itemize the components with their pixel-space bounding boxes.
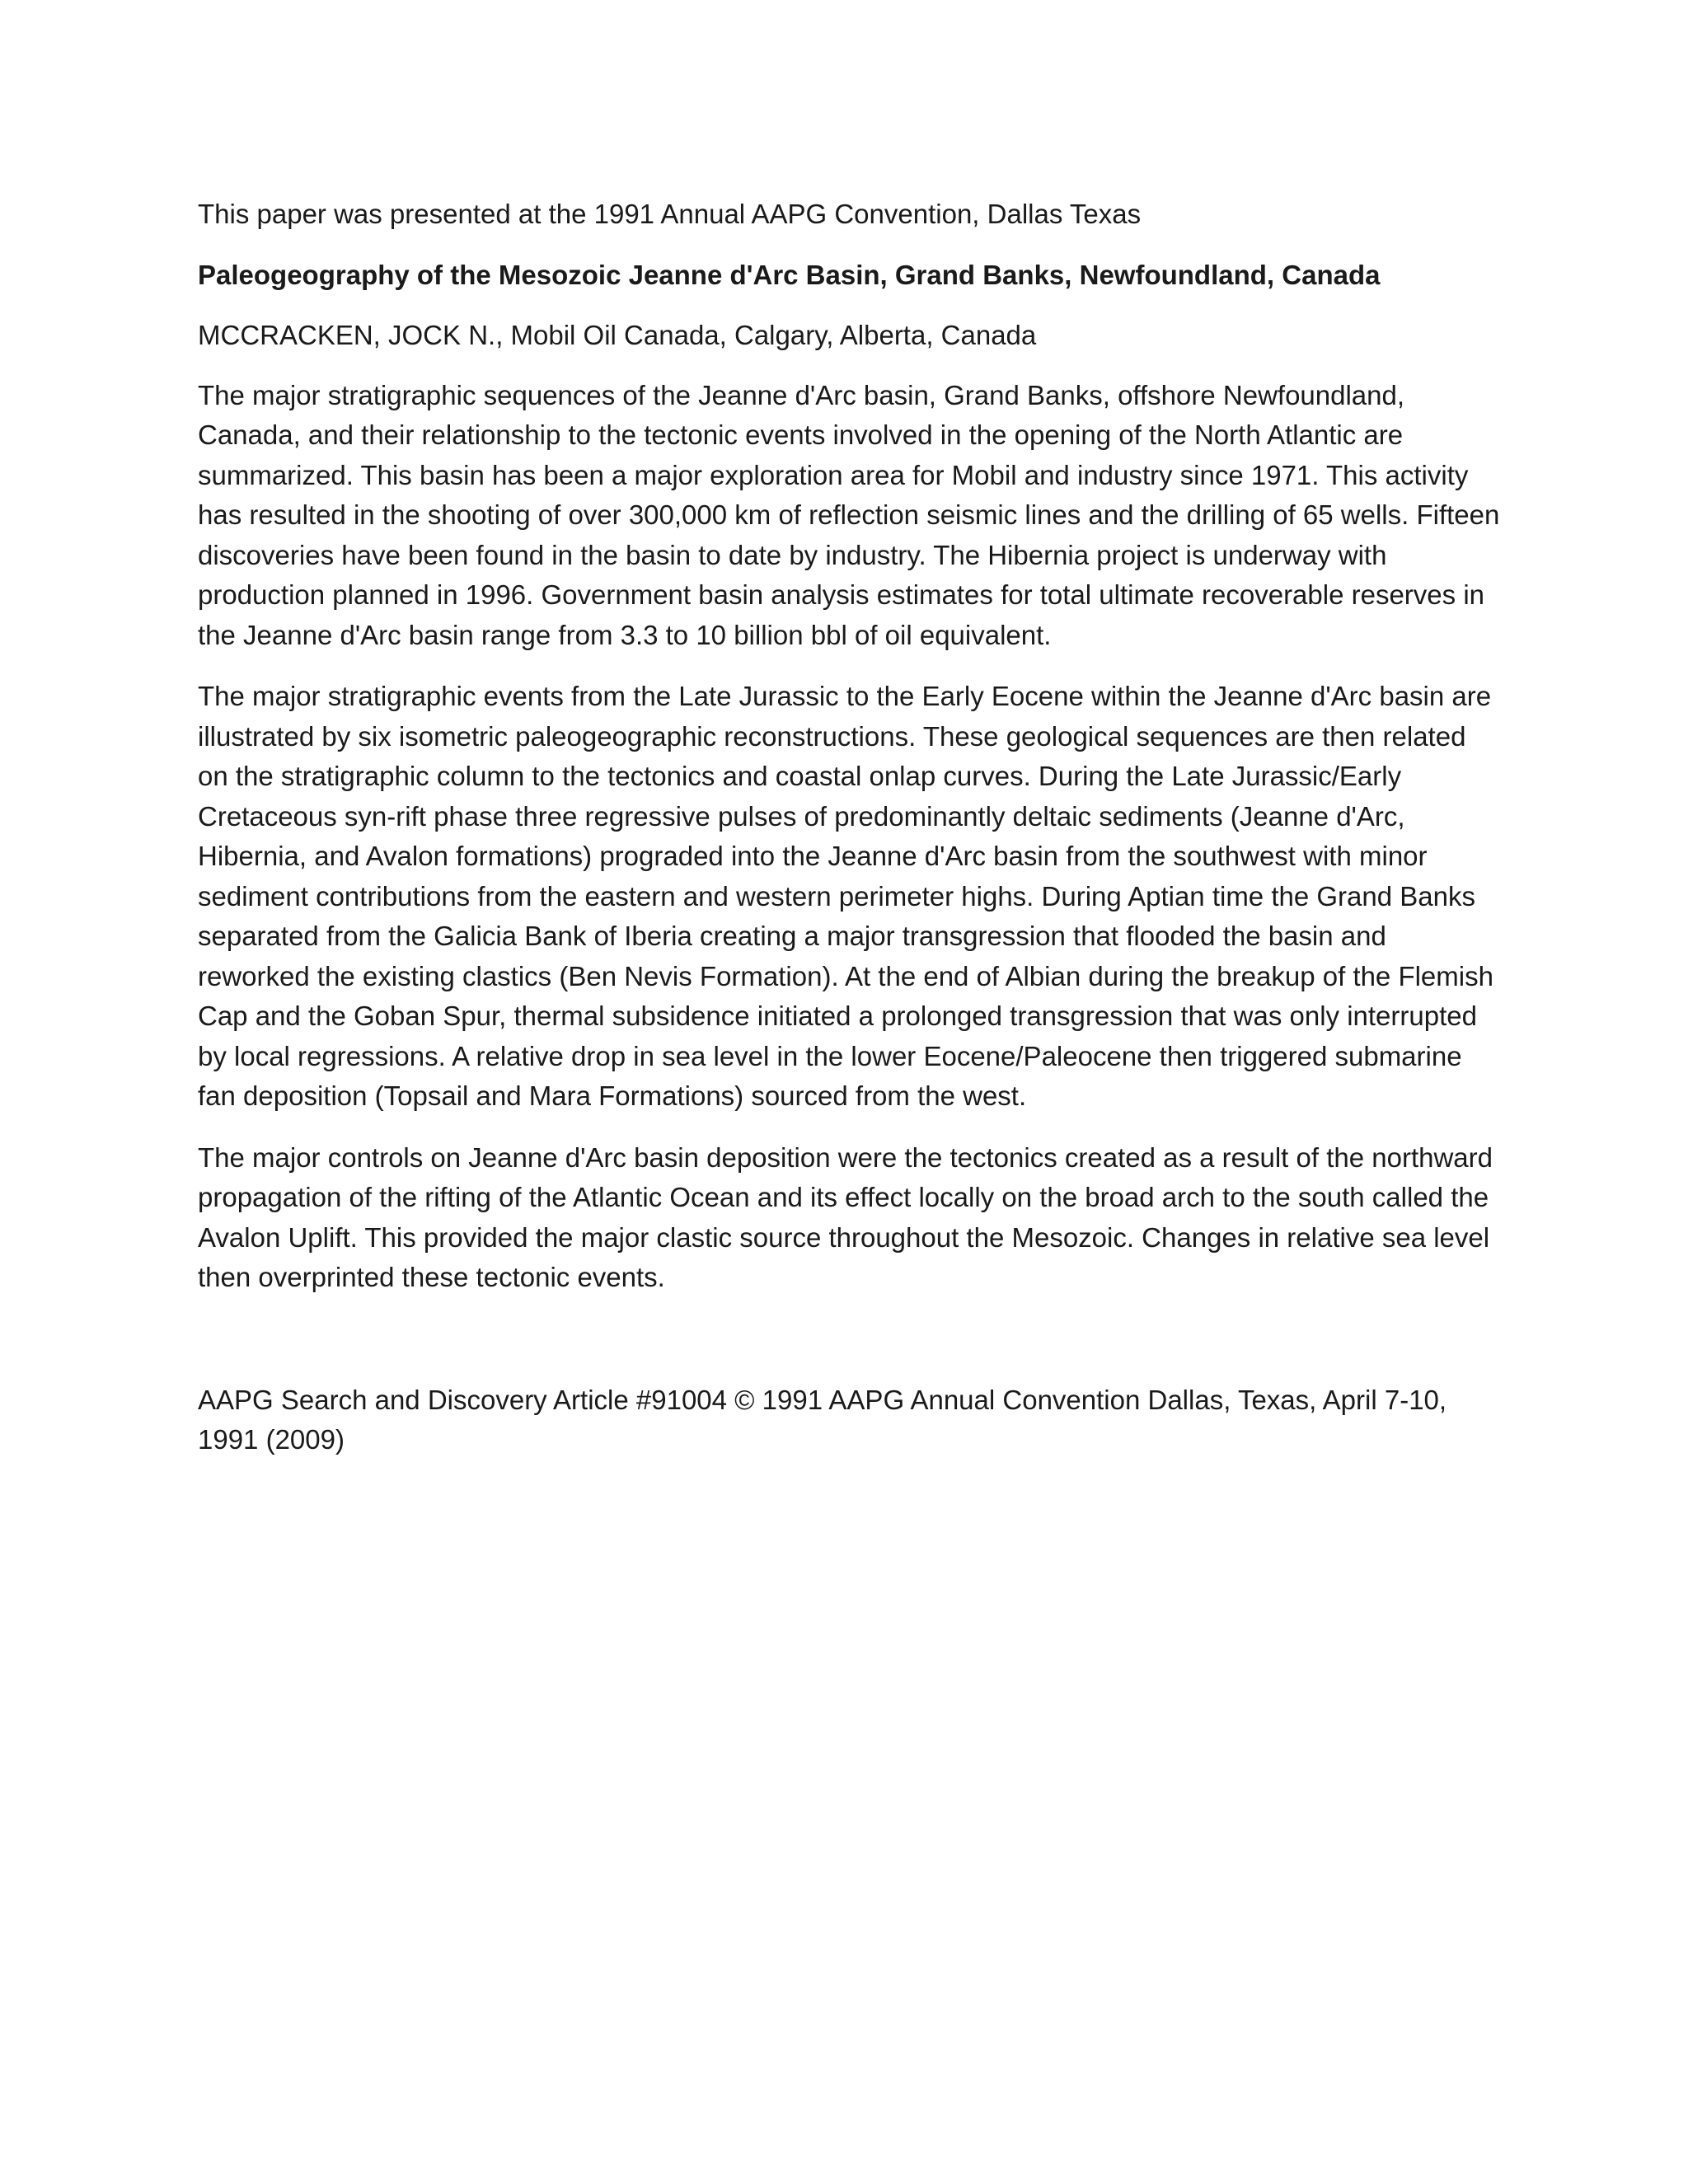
abstract-paragraph-2: The major stratigraphic events from the Late Jurassic to the Early Eocene within the Jeanne d'Arc basin are illustrated by six isometric paleogeographic reconstructions. These geological sequences are then related on the stratigraphic column to the tectonics and coastal onlap curves. During the Late Jurassic/Early Cretaceous syn-rift phase three regressive pulses of predominantly deltaic sediments (Jeanne d'Arc, Hibernia, and Avalon formations) prograded into the Jeanne d'Arc basin from the southwest with minor sediment contributions from the eastern and western perimeter highs. During Aptian time the Grand Banks separated from the Galicia Bank of Iberia creating a major transgression that flooded the basin and reworked the existing clastics (Ben Nevis Formation). At the end of Albian during the breakup of the Flemish Cap and the Goban Spur, thermal subsidence initiated a prolonged transgression that was only interrupted by local regressions. A relative drop in sea level in the lower Eocene/Paleocene then triggered submarine fan deposition (Topsail and Mara Formations) sourced from the west. — [198, 681, 1493, 1111]
abstract-paragraph-1: The major stratigraphic sequences of the Jeanne d'Arc basin, Grand Banks, offshore Newfoundland, Canada, and their relationship to the tectonic events involved in the opening of the North Atlantic are summarized. This basin has been a major exploration area for Mobil and industry since 1971. This activity has resulted in the shooting of over 300,000 km of reflection seismic lines and the drilling of 65 wells. Fifteen discoveries have been found in the basin to date by industry. The Hibernia project is underway with production planned in 1996. Government basin analysis estimates for total ultimate recoverable reserves in the Jeanne d'Arc basin range from 3.3 to 10 billion bbl of oil equivalent. — [198, 379, 1500, 650]
document-page — [198, 194, 1500, 1482]
citation-footer: AAPG Search and Discovery Article #91004 © 1991 AAPG Annual Convention Dallas, Texas, April 7-10, 1991 (2009) — [198, 1384, 1447, 1455]
paper-title: Paleogeography of the Mesozoic Jeanne d'Arc Basin, Grand Banks, Newfoundland, Canada — [198, 259, 1381, 290]
presentation-note: This paper was presented at the 1991 Annual AAPG Convention, Dallas Texas — [198, 199, 1142, 229]
author-affiliation: MCCRACKEN, JOCK N., Mobil Oil Canada, Calgary, Alberta, Canada — [198, 320, 1037, 350]
abstract-paragraph-3: The major controls on Jeanne d'Arc basin deposition were the tectonics created as a result of the northward propagation of the rifting of the Atlantic Ocean and its effect locally on the broad arch to the south called the Avalon Uplift. This provided the major clastic source throughout the Mesozoic. Changes in relative sea level then overprinted these tectonic events. — [198, 1141, 1493, 1292]
